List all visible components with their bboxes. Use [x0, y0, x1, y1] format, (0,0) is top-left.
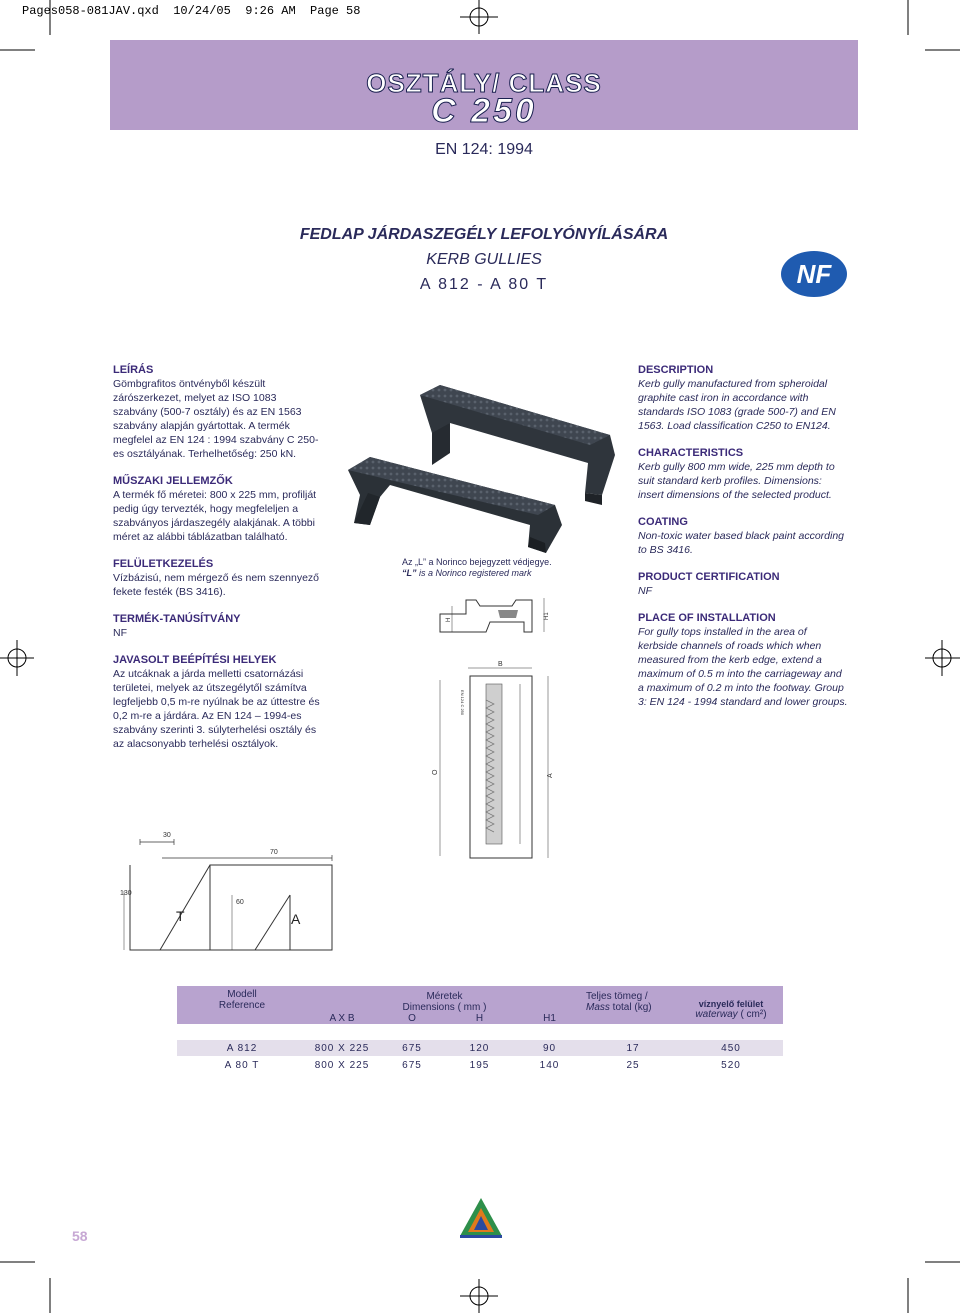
registration-mark-left — [0, 640, 34, 676]
section-heading: JAVASOLT BEÉPÍTÉSI HELYEK — [113, 654, 277, 666]
registration-mark-bottom — [460, 1279, 498, 1313]
section-text: For gully tops installed in the area of kerbside channels of roads which when measured from the kerb edge, extend a maximum of 0.5 m into the carriageway and a maximum of 0.2 m into the footway. Group 3: EN 124 - 1994 standard and lower groups. — [638, 626, 848, 708]
dim-70: 70 — [270, 849, 278, 856]
dim-130: 130 — [120, 890, 132, 897]
nf-badge-icon — [780, 250, 848, 298]
page-number: 58 — [72, 1228, 88, 1244]
label-t: T — [176, 908, 185, 924]
header-h: H — [475, 1013, 484, 1024]
label-o: O — [432, 769, 439, 775]
table-row — [177, 1040, 783, 1056]
section-heading: COATING — [638, 516, 688, 528]
header-model — [177, 986, 307, 1024]
cell-h1: 90 — [512, 1040, 587, 1056]
section-text: Kerb gully 800 mm wide, 225 mm depth to suit standard kerb profiles. Dimensions: insert dimensions of the selected product. — [638, 461, 835, 501]
cell-o: 675 — [377, 1040, 447, 1056]
section-heading: PRODUCT CERTIFICATION — [638, 571, 780, 583]
section-text: A termék fő méretei: 800 x 225 mm, profilját pedig úgy tervezték, hogy megfeleljen a szabványos járdaszegély alakjának. A többi méret az alábbi táblázatban található. — [113, 489, 317, 543]
table-row — [177, 1056, 783, 1074]
header-waterway-en-italic: waterway — [695, 1008, 738, 1020]
header-waterway — [679, 986, 783, 1024]
header-o: O — [408, 1013, 416, 1024]
cell-h: 195 — [469, 1059, 490, 1071]
section-heading: LEÍRÁS — [113, 364, 154, 376]
section-text: Kerb gully manufactured from spheroidal graphite cast iron in accordance with standards ISO 1083 (grade 500-7) and EN 1563. Load classification C250 to EN124. — [638, 378, 836, 432]
section-heading: PLACE OF INSTALLATION — [638, 612, 776, 624]
product-title-en: KERB GULLIES — [426, 251, 542, 268]
plan-view-drawing — [424, 660, 564, 865]
caption-en — [402, 568, 582, 579]
section-heading: CHARACTERISTICS — [638, 447, 744, 459]
header-dims-hu: Méretek — [426, 991, 463, 1002]
section-text: Gömbgrafitos öntvényből készült zárószerkezet, melyet az ISO 1083 szabvány (500-7 osztály) és az EN 1563 szabvány alapján gyártottak. A termék megfelel az EN 124 : 1994 szabvány C 250-es osztályának. Terhelhetőség: 250 kN. — [113, 378, 319, 460]
cell-axb: 800 X 225 — [314, 1059, 370, 1071]
header-mass-hu: Teljes tömeg / — [586, 991, 648, 1002]
section-text: Az utcáknak a járda melletti csatornázási területei, melyek az útszegélytől számítva legfeljebb 0,5 m-re nyúlnak be az úttestre és 0,2 m-re a járdára. Az EN 124 – 1994-es szabvány szerinti 3. súlyterhelési osztály és az alacsonyabb terhelési osztályok. — [113, 668, 320, 750]
caption-en-mark: “L” — [402, 568, 417, 578]
caption-en-rest: is a Norinco registered mark — [416, 568, 532, 578]
section-text: Non-toxic water based black paint according to BS 3416. — [638, 530, 845, 556]
section-heading: FELÜLETKEZELÉS — [113, 558, 214, 570]
left-column — [113, 363, 323, 751]
section-text: NF — [113, 627, 127, 639]
cell-h: 120 — [447, 1040, 512, 1056]
header-model-hu: Modell — [227, 988, 257, 1000]
label-a-profile: A — [291, 911, 301, 927]
cell-o: 675 — [402, 1059, 422, 1071]
section-heading: DESCRIPTION — [638, 364, 714, 376]
product-codes: A 812 - A 80 T — [419, 276, 549, 293]
cell-model: A 812 — [177, 1040, 307, 1056]
class-value: C 250 — [431, 92, 537, 130]
section-heading: MŰSZAKI JELLEMZŐK — [113, 475, 233, 487]
right-column — [638, 363, 848, 709]
section-text: Vízbázisú, nem mérgező és nem szennyező fekete festék (BS 3416). — [113, 572, 320, 598]
registration-mark-right — [925, 640, 960, 676]
cell-h1: 140 — [539, 1059, 560, 1071]
class-label: OSZTÁLY/ CLASS — [366, 68, 602, 98]
header-mass-en-rest: total (kg) — [609, 1002, 652, 1013]
header-waterway-unit: ( cm²) — [737, 1008, 767, 1020]
specification-table — [177, 986, 783, 1074]
header-dims-en: Dimensions ( mm ) — [402, 1002, 487, 1013]
label-b: B — [498, 661, 503, 668]
trademark-caption — [402, 557, 582, 579]
plan-mark: EN 124 C 250 — [460, 690, 465, 716]
header-h1: H1 — [543, 1013, 556, 1024]
company-logo-icon — [458, 1196, 504, 1240]
cell-model: A 80 T — [224, 1059, 260, 1071]
cell-waterway: 520 — [721, 1059, 741, 1071]
print-slug: Pages058-081JAV.qxd 10/24/05 9:26 AM Page 58 — [22, 4, 361, 18]
dim-30: 30 — [163, 832, 171, 839]
header-mass-en-italic: Mass — [586, 1002, 610, 1013]
side-section-drawing — [420, 592, 560, 640]
section-text: NF — [638, 585, 652, 597]
section-heading: TERMÉK-TANÚSÍTVÁNY — [113, 613, 241, 625]
header-model-en: Reference — [218, 999, 266, 1011]
registration-mark-top — [460, 0, 498, 34]
cell-mass: 25 — [626, 1059, 640, 1071]
header-dims — [307, 986, 679, 1024]
label-a: A — [547, 773, 554, 778]
cell-waterway: 450 — [679, 1040, 783, 1056]
cell-axb: 800 X 225 — [307, 1040, 377, 1056]
profile-diagram — [110, 825, 350, 955]
kerb-gully-product-image — [340, 375, 630, 555]
label-h1: H1 — [544, 612, 550, 620]
nf-badge-text: NF — [796, 259, 832, 289]
label-h: H — [446, 617, 452, 622]
header-waterway-hu: víznyelő felület — [698, 998, 764, 1009]
cell-mass: 17 — [587, 1040, 679, 1056]
header-axb: A X B — [329, 1013, 355, 1024]
caption-hu: Az „L” a Norinco bejegyzett védjegye. — [402, 557, 552, 567]
standard-label: EN 124: 1994 — [435, 141, 533, 158]
product-title-hu: FEDLAP JÁRDASZEGÉLY LEFOLYÓNYÍLÁSÁRA — [299, 226, 669, 243]
dim-60: 60 — [236, 899, 244, 906]
